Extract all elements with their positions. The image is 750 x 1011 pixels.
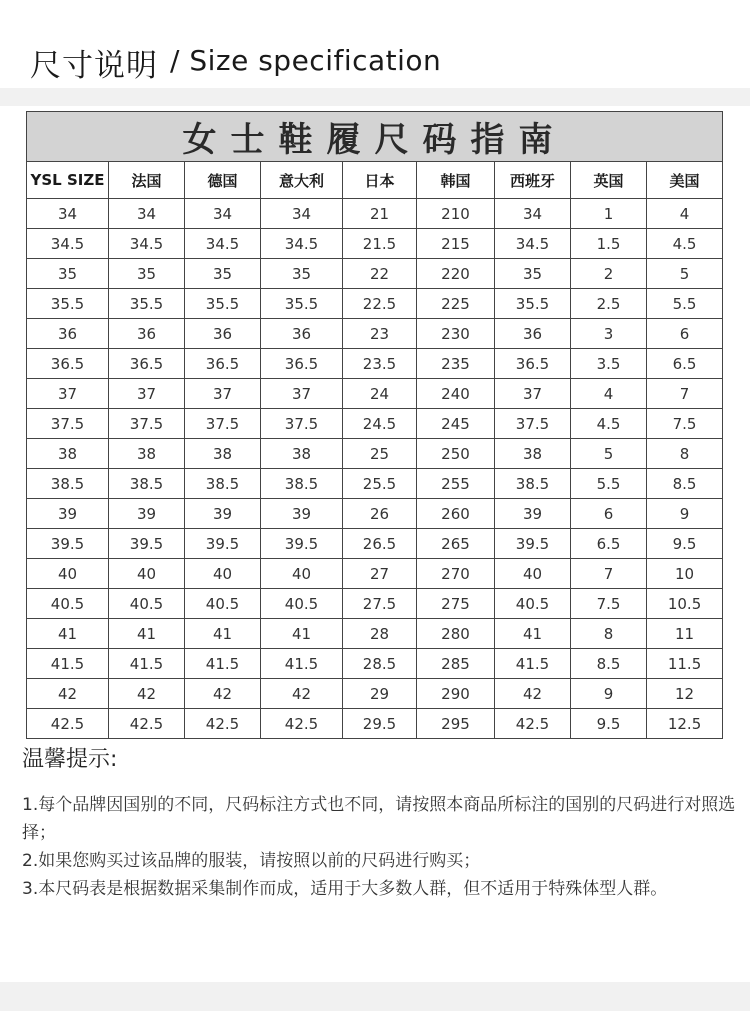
table-cell: 210 (417, 199, 495, 229)
table-cell: 220 (417, 259, 495, 289)
table-cell: 36.5 (495, 349, 571, 379)
table-row (27, 499, 723, 529)
table-row (27, 529, 723, 559)
table-cell: 34 (109, 199, 185, 229)
table-cell: 1 (571, 199, 647, 229)
table-cell: 39 (109, 499, 185, 529)
table-cell: 36.5 (27, 349, 109, 379)
table-cell: 240 (417, 379, 495, 409)
table-cell: 295 (417, 709, 495, 739)
table-cell: 37 (27, 379, 109, 409)
table-row (27, 619, 723, 649)
table-cell: 8 (647, 439, 723, 469)
table-cell: 26.5 (343, 529, 417, 559)
table-cell: 39.5 (495, 529, 571, 559)
table-cell: 2 (571, 259, 647, 289)
table-cell: 40.5 (27, 589, 109, 619)
column-header: YSL SIZE (27, 162, 109, 199)
table-cell: 24 (343, 379, 417, 409)
table-cell: 11 (647, 619, 723, 649)
table-cell: 42 (261, 679, 343, 709)
table-cell: 40 (495, 559, 571, 589)
table-cell: 40 (109, 559, 185, 589)
table-cell: 230 (417, 319, 495, 349)
table-cell: 41.5 (109, 649, 185, 679)
table-cell: 26 (343, 499, 417, 529)
table-cell: 34.5 (109, 229, 185, 259)
table-cell: 39 (495, 499, 571, 529)
table-cell: 25.5 (343, 469, 417, 499)
table-cell: 40 (185, 559, 261, 589)
table-cell: 29.5 (343, 709, 417, 739)
table-cell: 38 (185, 439, 261, 469)
table-cell: 8 (571, 619, 647, 649)
table-cell: 270 (417, 559, 495, 589)
table-cell: 4 (571, 379, 647, 409)
table-cell: 42 (27, 679, 109, 709)
table-cell: 6.5 (647, 349, 723, 379)
column-header: 意大利 (261, 162, 343, 199)
table-cell: 24.5 (343, 409, 417, 439)
size-guide-table (26, 111, 723, 739)
table-banner: 女士鞋履尺码指南 (27, 112, 723, 162)
table-row (27, 589, 723, 619)
page-subtitle: / Size specification (170, 44, 442, 77)
table-cell: 34.5 (185, 229, 261, 259)
page-header (0, 0, 750, 88)
table-cell: 42 (109, 679, 185, 709)
column-header: 日本 (343, 162, 417, 199)
column-header: 韩国 (417, 162, 495, 199)
table-cell: 39.5 (109, 529, 185, 559)
table-cell: 34 (27, 199, 109, 229)
table-cell: 37 (109, 379, 185, 409)
table-cell: 38 (261, 439, 343, 469)
table-cell: 27.5 (343, 589, 417, 619)
table-cell: 35 (109, 259, 185, 289)
table-cell: 12.5 (647, 709, 723, 739)
table-cell: 22 (343, 259, 417, 289)
table-header-row (27, 162, 723, 199)
table-cell: 290 (417, 679, 495, 709)
table-cell: 215 (417, 229, 495, 259)
table-cell: 225 (417, 289, 495, 319)
table-row (27, 469, 723, 499)
table-cell: 4.5 (571, 409, 647, 439)
table-cell: 8.5 (571, 649, 647, 679)
table-cell: 40.5 (109, 589, 185, 619)
table-cell: 35 (185, 259, 261, 289)
tip-item: 1.每个品牌因国别的不同，尺码标注方式也不同，请按照本商品所标注的国别的尺码进行对照选择； (22, 795, 736, 843)
table-cell: 35 (27, 259, 109, 289)
table-cell: 41.5 (27, 649, 109, 679)
table-cell: 42.5 (27, 709, 109, 739)
table-cell: 37.5 (109, 409, 185, 439)
table-cell: 37.5 (27, 409, 109, 439)
table-cell: 245 (417, 409, 495, 439)
tips-list (22, 791, 742, 903)
table-row (27, 409, 723, 439)
table-cell: 38.5 (495, 469, 571, 499)
table-cell: 255 (417, 469, 495, 499)
table-cell: 42 (495, 679, 571, 709)
tips-title: 温馨提示: (22, 747, 118, 772)
table-cell: 37.5 (261, 409, 343, 439)
table-cell: 41.5 (495, 649, 571, 679)
table-cell: 36.5 (185, 349, 261, 379)
table-cell: 42.5 (495, 709, 571, 739)
table-cell: 38 (109, 439, 185, 469)
table-cell: 42 (185, 679, 261, 709)
table-cell: 250 (417, 439, 495, 469)
table-cell: 2.5 (571, 289, 647, 319)
tip-item: 3.本尺码表是根据数据采集制作而成，适用于大多数人群，但不适用于特殊体型人群。 (22, 879, 668, 899)
table-cell: 6 (647, 319, 723, 349)
table-cell: 260 (417, 499, 495, 529)
table-row (27, 349, 723, 379)
table-cell: 36 (185, 319, 261, 349)
table-cell: 39 (185, 499, 261, 529)
table-cell: 5.5 (647, 289, 723, 319)
table-cell: 35.5 (109, 289, 185, 319)
table-cell: 38 (495, 439, 571, 469)
table-cell: 41.5 (185, 649, 261, 679)
column-header: 法国 (109, 162, 185, 199)
table-cell: 35 (261, 259, 343, 289)
table-cell: 29 (343, 679, 417, 709)
table-cell: 40 (27, 559, 109, 589)
table-cell: 4 (647, 199, 723, 229)
top-divider-band (0, 88, 750, 106)
column-header: 英国 (571, 162, 647, 199)
table-cell: 10 (647, 559, 723, 589)
table-cell: 5 (647, 259, 723, 289)
table-row (27, 259, 723, 289)
table-row (27, 199, 723, 229)
table-cell: 37 (185, 379, 261, 409)
table-cell: 36.5 (261, 349, 343, 379)
table-body (27, 199, 723, 739)
table-cell: 235 (417, 349, 495, 379)
table-row (27, 439, 723, 469)
table-cell: 9 (647, 499, 723, 529)
table-cell: 6.5 (571, 529, 647, 559)
tip-item: 2.如果您购买过该品牌的服装，请按照以前的尺码进行购买； (22, 851, 481, 871)
table-cell: 5.5 (571, 469, 647, 499)
table-cell: 42.5 (261, 709, 343, 739)
table-cell: 7 (647, 379, 723, 409)
table-cell: 36 (261, 319, 343, 349)
table-cell: 280 (417, 619, 495, 649)
table-cell: 42.5 (185, 709, 261, 739)
table-cell: 38 (27, 439, 109, 469)
table-cell: 3.5 (571, 349, 647, 379)
table-cell: 39.5 (27, 529, 109, 559)
table-cell: 11.5 (647, 649, 723, 679)
column-header: 德国 (185, 162, 261, 199)
table-cell: 38.5 (261, 469, 343, 499)
table-cell: 37.5 (495, 409, 571, 439)
table-cell: 34.5 (495, 229, 571, 259)
table-row (27, 229, 723, 259)
table-row (27, 559, 723, 589)
column-header: 美国 (647, 162, 723, 199)
table-row (27, 709, 723, 739)
table-cell: 40 (261, 559, 343, 589)
table-cell: 34.5 (27, 229, 109, 259)
table-cell: 12 (647, 679, 723, 709)
table-cell: 41.5 (261, 649, 343, 679)
table-cell: 40.5 (261, 589, 343, 619)
table-cell: 1.5 (571, 229, 647, 259)
table-cell: 34 (261, 199, 343, 229)
table-cell: 36.5 (109, 349, 185, 379)
table-cell: 25 (343, 439, 417, 469)
table-cell: 36 (495, 319, 571, 349)
table-cell: 7 (571, 559, 647, 589)
table-row (27, 679, 723, 709)
table-cell: 38.5 (27, 469, 109, 499)
table-cell: 35.5 (495, 289, 571, 319)
table-cell: 8.5 (647, 469, 723, 499)
column-header: 西班牙 (495, 162, 571, 199)
table-cell: 28 (343, 619, 417, 649)
bottom-band (0, 982, 750, 1011)
table-row (27, 379, 723, 409)
table-cell: 6 (571, 499, 647, 529)
table-cell: 27 (343, 559, 417, 589)
table-cell: 3 (571, 319, 647, 349)
table-cell: 285 (417, 649, 495, 679)
table-row (27, 289, 723, 319)
table-cell: 22.5 (343, 289, 417, 319)
table-cell: 34.5 (261, 229, 343, 259)
table-cell: 10.5 (647, 589, 723, 619)
table-cell: 21.5 (343, 229, 417, 259)
table-cell: 39 (27, 499, 109, 529)
table-cell: 38.5 (109, 469, 185, 499)
table-cell: 41 (27, 619, 109, 649)
table-row (27, 649, 723, 679)
table-cell: 9 (571, 679, 647, 709)
table-cell: 21 (343, 199, 417, 229)
page-title: 尺寸说明 (30, 48, 158, 84)
table-cell: 35 (495, 259, 571, 289)
table-cell: 36 (109, 319, 185, 349)
table-cell: 35.5 (261, 289, 343, 319)
table-cell: 9.5 (647, 529, 723, 559)
table-cell: 265 (417, 529, 495, 559)
tips-section (22, 742, 742, 903)
table-cell: 36 (27, 319, 109, 349)
table-cell: 41 (185, 619, 261, 649)
table-cell: 35.5 (27, 289, 109, 319)
table-cell: 42.5 (109, 709, 185, 739)
table-cell: 37 (261, 379, 343, 409)
table-cell: 38.5 (185, 469, 261, 499)
table-cell: 39.5 (185, 529, 261, 559)
table-cell: 41 (495, 619, 571, 649)
table-cell: 39.5 (261, 529, 343, 559)
table-cell: 37 (495, 379, 571, 409)
table-cell: 5 (571, 439, 647, 469)
table-row (27, 319, 723, 349)
table-cell: 9.5 (571, 709, 647, 739)
table-cell: 28.5 (343, 649, 417, 679)
table-cell: 35.5 (185, 289, 261, 319)
table-cell: 41 (109, 619, 185, 649)
table-cell: 40.5 (185, 589, 261, 619)
table-cell: 23.5 (343, 349, 417, 379)
table-cell: 40.5 (495, 589, 571, 619)
table-cell: 39 (261, 499, 343, 529)
table-cell: 34 (185, 199, 261, 229)
table-cell: 7.5 (647, 409, 723, 439)
table-cell: 23 (343, 319, 417, 349)
table-cell: 41 (261, 619, 343, 649)
table-cell: 34 (495, 199, 571, 229)
table-cell: 275 (417, 589, 495, 619)
table-cell: 4.5 (647, 229, 723, 259)
table-cell: 7.5 (571, 589, 647, 619)
table-cell: 37.5 (185, 409, 261, 439)
